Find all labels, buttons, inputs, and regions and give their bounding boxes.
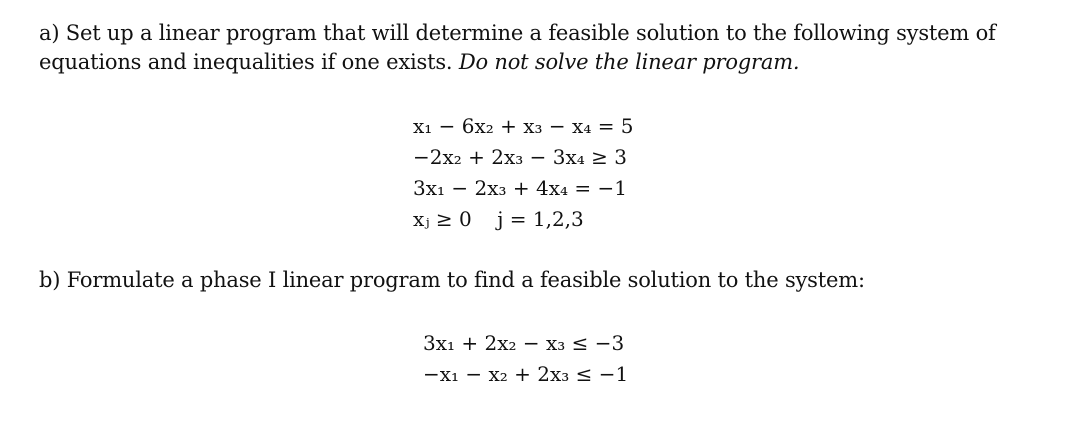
equation-a-3 — [413, 173, 634, 204]
equation-a-2-text: −2x₂ + 2x₃ − 3x₄ ≥ 3 — [413, 145, 627, 169]
system-a — [413, 111, 634, 235]
question-b — [39, 266, 1059, 295]
equation-a-2 — [413, 142, 634, 173]
question-a-note: Do not solve the linear program. — [458, 50, 800, 74]
equation-a-1 — [413, 111, 634, 142]
equation-b-2 — [423, 359, 628, 390]
equation-b-1 — [423, 328, 628, 359]
equation-b-1-text: 3x₁ + 2x₂ − x₃ ≤ −3 — [423, 331, 625, 355]
system-b — [423, 328, 628, 390]
question-b-text: b) Formulate a phase I linear program to find a feasible solution to the system: — [39, 268, 865, 292]
question-a-text: a) Set up a linear program that will determine a feasible solution to the following system of equations and inequalities if one exists. — [39, 21, 996, 74]
question-a — [39, 19, 1059, 77]
equation-a-4-text: xⱼ ≥ 0 j = 1,2,3 — [413, 207, 584, 231]
equation-a-4 — [413, 204, 634, 235]
equation-b-2-text: −x₁ − x₂ + 2x₃ ≤ −1 — [423, 362, 629, 386]
equation-a-3-text: 3x₁ − 2x₃ + 4x₄ = −1 — [413, 176, 627, 200]
equation-a-1-text: x₁ − 6x₂ + x₃ − x₄ = 5 — [413, 114, 634, 138]
